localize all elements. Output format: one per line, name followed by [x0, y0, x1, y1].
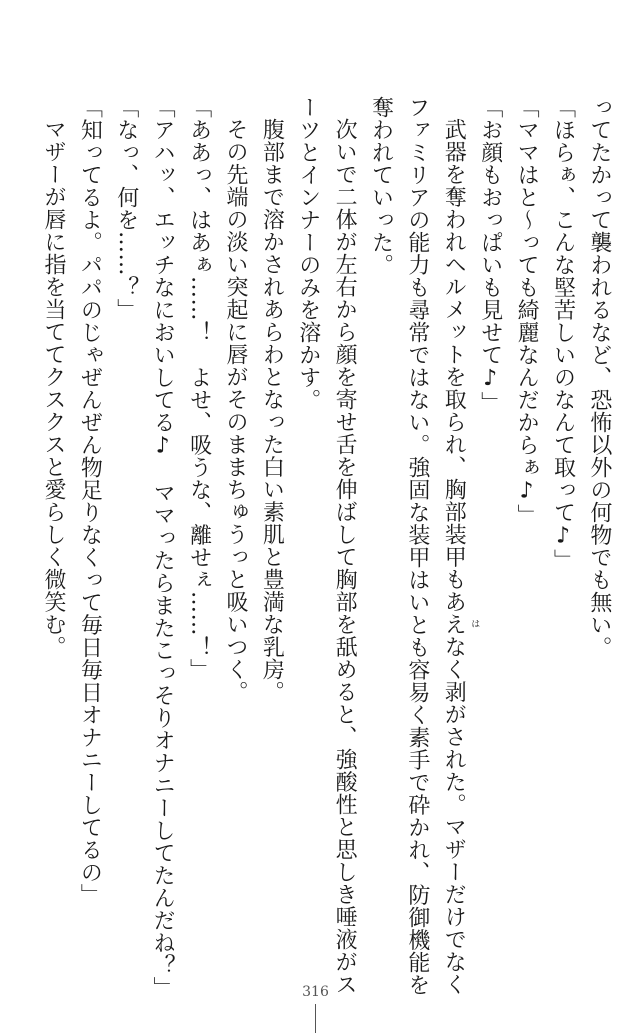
text-column: 次いで二体が左右から顔を寄せ舌を伸ばして胸部を舐めると、強酸性と思しき唾液がス — [332, 118, 358, 996]
text-column: 腹部まで溶かされあらわとなった白い素肌と豊満な乳房。 — [259, 118, 285, 703]
text-column: ーツとインナーのみを溶かす。 — [295, 96, 321, 411]
text-column: 奪われていった。 — [368, 96, 394, 276]
text-column: 「アハッ、エッチなにおいしてる♪ ママったらまたこっそりオナニーしてたんだね？」 — [150, 96, 176, 999]
text-column: マザーが唇に指を当ててクスクスと愛らしく微笑む。 — [41, 118, 66, 658]
text-column: 武器を奪われヘルメットを取られ、胸部装甲もあえ は なく剥がされた。マザーだけでなく — [441, 118, 480, 996]
text-column: 「ほらぁ、こんな堅苦しいのなんて取って♪」 — [550, 96, 576, 572]
page-number: 316 — [302, 984, 329, 1000]
ruby-reading: は — [469, 619, 480, 628]
text-column: 「ああっ、はあぁ……！ よせ、吸うな、離せぇ……！」 — [186, 96, 212, 681]
text-column: 「ママはと～っても綺麗なんだからぁ♪」 — [514, 96, 540, 527]
text-column: ファミリアの能力も尋常ではない。強固な装甲はいとも容易く素手で砕かれ、防御機能を — [404, 96, 430, 996]
text-column: ってたかって襲われるなど、恐怖以外の何物でも無い。 — [586, 96, 612, 659]
text-column: 「知ってるよ。パパのじゃぜんぜん物足りなくって毎日毎日オナニーしてるの」 — [77, 96, 103, 906]
text-column: 「お顔もおっぱいも見せて♪」 — [477, 96, 503, 414]
ruby-base: え は — [441, 613, 480, 636]
page-number-rule — [315, 1004, 316, 1033]
text-column: その先端の淡い突起に唇がそのままちゅうっと吸いつく。 — [222, 118, 248, 703]
text-column: 「なっ、何を……？」 — [113, 96, 139, 321]
